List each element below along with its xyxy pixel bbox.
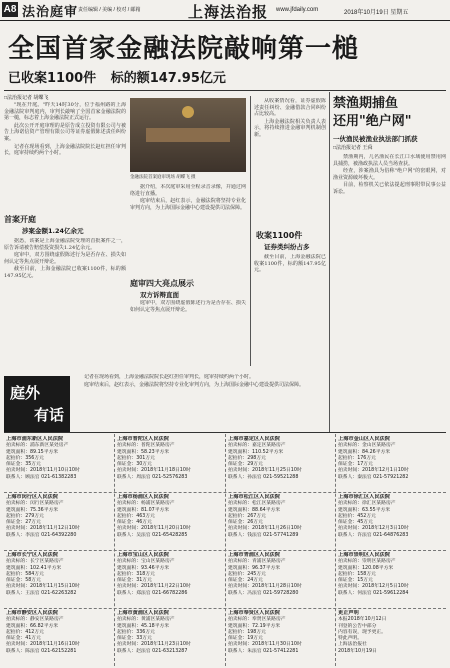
section-subheading-3: 证券类纠纷占多 <box>264 243 310 251</box>
paragraph: 庭审结束后，赵红表示，金融法院将坚持专业化审判方向，为上海国际金融中心建设提供司法保障。 <box>84 381 305 388</box>
court-notice-line: 起拍价：298万元 <box>228 455 266 461</box>
article-col-4 <box>130 300 246 366</box>
court-notice-line: 保证金：33万元 <box>117 636 152 642</box>
court-notice <box>338 436 444 490</box>
court-notice-title: 上海市浦东新区人民法院 <box>6 436 64 442</box>
court-notice-line: 起拍价：356万元 <box>6 455 44 461</box>
paragraph: 记者在现场看到，上海金融法院院长赵红担任审判长，庭审持续约两个小时。 <box>84 374 255 380</box>
court-notice-line: 联系人：钱法官 021-57741289 <box>228 532 299 538</box>
court-notice-line: 联系人：王法官 021-62263282 <box>6 590 77 596</box>
court-notice-line: 拍卖标的：普陀区某路房产 <box>117 443 175 449</box>
paragraph: "现在开庭。"昨天14时30分，位于福州路的上海金融法院审判庭内，审判长敲响了全国首家金融法院的第一槌，标志着上海金融法院正式运行。 <box>4 102 126 122</box>
court-notice-line: 拍卖时间：2018年11月26日10时 <box>228 526 302 532</box>
paragraph: 据悉，该案是上海金融法院受理的首批案件之一，原告诉请被告赔偿投资损失1.24亿余元。 <box>4 238 126 251</box>
court-notice-line: 本报2018年10月12日 <box>338 617 387 623</box>
court-notice-line: 建筑面积：110.52平方米 <box>228 449 284 455</box>
court-notice-line: 建筑面积：88.64平方米 <box>228 507 281 513</box>
court-notice-line: 联系人：何法官 021-59612284 <box>338 590 409 596</box>
court-notice-line: 拍卖时间：2018年11月12日10时 <box>6 526 80 532</box>
court-notice-line: 建筑面积：120.08平方米 <box>338 565 394 571</box>
court-notice <box>338 610 444 664</box>
paragraph: 据介绍，本次庭审采用全程录音录像，并通过网络进行直播。 <box>130 184 246 197</box>
court-notice-line: 拍卖时间：2018年12月1日10时 <box>338 468 409 474</box>
headline-rule <box>4 90 446 91</box>
court-notice <box>228 610 334 664</box>
column-label-2: 有话 <box>34 406 65 424</box>
court-notice-title: 上海市徐汇区人民法院 <box>338 494 390 500</box>
court-notice <box>6 610 112 664</box>
court-notice-line: 拍卖时间：2018年11月25日10时 <box>228 468 302 474</box>
court-notice <box>338 494 444 548</box>
court-notice-title: 上海市嘉定区人民法院 <box>228 436 280 442</box>
court-notice-line: 保证金：58万元 <box>6 578 41 584</box>
section-heading-2: 庭审四大亮点展示 <box>130 279 194 288</box>
grid-divider <box>4 492 446 493</box>
court-notice-line: 建筑面积：84.26平方米 <box>338 449 391 455</box>
page-number-badge: A8 <box>3 4 17 15</box>
court-notice-line: 起拍价：412万元 <box>6 629 44 635</box>
article-col-2 <box>4 238 126 370</box>
court-notice-line: 建筑面积：89.15平方米 <box>6 449 59 455</box>
main-subhead <box>8 67 236 86</box>
court-notice-line: 保证金：35万元 <box>6 462 41 468</box>
court-notice-line: 拍卖标的：嘉定区某路房产 <box>228 443 286 449</box>
judges-bench <box>146 128 230 142</box>
column-divider <box>250 96 251 366</box>
court-notice-line: 建筑面积：63.55平方米 <box>338 507 391 513</box>
paragraph: 截至目前，上海金融法院已收案1100件，标的额147.95亿元。 <box>4 266 126 279</box>
court-notice-line: 建筑面积：102.41平方米 <box>6 565 62 571</box>
article-continuation <box>74 374 326 432</box>
court-notice-line: 保证金：26万元 <box>228 520 263 526</box>
court-notice-title: 上海市闵行区人民法院 <box>6 494 58 500</box>
paragraph: 上海金融法院相关负责人表示，将持续推进金融审判机制创新。 <box>254 118 326 138</box>
court-notice-line: 内容有误，现予更正。 <box>338 629 386 635</box>
section-title: 法治庭审 <box>22 5 79 20</box>
article-col-3 <box>130 184 246 272</box>
court-notice-line: 拍卖标的：宝山区某路房产 <box>117 559 175 565</box>
court-notice-line: 建筑面积：81.07平方米 <box>117 507 170 513</box>
paragraph: 庭审中，双方围绕虚假陈述行为是否存在、损失如何认定等焦点展开辩论。 <box>4 252 126 265</box>
court-notice-line: 保证金：29万元 <box>228 462 263 468</box>
court-notice-line: 建筑面积：75.36平方米 <box>6 507 59 513</box>
court-notice-title: 上海市奉贤区人民法院 <box>228 610 280 616</box>
court-notice-title: 上海市崇明区人民法院 <box>338 552 390 558</box>
paragraph: 记者在现场看到，上海金融法院院长赵红担任审判长，庭审持续约两个小时。 <box>4 143 126 157</box>
right-story-body <box>333 154 446 430</box>
courtroom-photo <box>130 98 246 172</box>
court-notice-line: 建筑面积：93.46平方米 <box>117 565 170 571</box>
court-notice <box>228 436 334 490</box>
court-notice-line: 联系人：郑法官 021-66782286 <box>117 590 188 596</box>
court-notice-title: 上海市黄浦区人民法院 <box>117 610 169 616</box>
right-story-subhead: 一伙渔民被渔业执法部门抓获 <box>333 135 418 143</box>
paragraph: 从收案情况看，证券虚假陈述责任纠纷、金融借款合同纠纷占比较高。 <box>254 98 326 118</box>
court-notice-line: 拍卖时间：2018年11月30日10时 <box>228 642 302 648</box>
court-notice-line: 保证金：30万元 <box>117 462 152 468</box>
main-headline: 全国首家金融法院敲响第一槌 <box>8 34 360 64</box>
court-notice-line: 起拍价：301万元 <box>117 455 155 461</box>
court-notice-line: 联系人：顾法官 021-61382283 <box>6 474 77 480</box>
court-notice-line: 保证金：19万元 <box>228 636 263 642</box>
court-notice-line: 拍卖时间：2018年11月23日10时 <box>117 642 191 648</box>
court-notice-line: 联系人：许法官 021-64876283 <box>338 532 409 538</box>
court-notice-line: 保证金：17万元 <box>338 462 373 468</box>
court-notice-line: 拍卖时间：2018年12月5日10时 <box>338 584 409 590</box>
court-notice-line: 拍卖时间：2018年11月10日10时 <box>6 468 80 474</box>
court-notice-line: 起拍价：452万元 <box>338 513 376 519</box>
issue-date: 2018年10月19日 星期五 <box>344 10 409 16</box>
court-notice-grid <box>4 434 446 666</box>
article-col-6 <box>254 254 326 366</box>
newspaper-url: www.jfdaily.com <box>276 7 319 13</box>
court-notice-line: 起拍价：267万元 <box>228 513 266 519</box>
court-notice-line: 起拍价：279万元 <box>6 513 44 519</box>
grid-divider <box>4 550 446 551</box>
court-notice-line: 保证金：31万元 <box>117 578 152 584</box>
court-notice <box>6 436 112 490</box>
court-notice-line: 建筑面积：72.19平方米 <box>228 623 281 629</box>
court-notice-title: 更正声明 <box>338 610 359 616</box>
masthead <box>0 0 450 21</box>
court-notice <box>117 552 223 606</box>
paragraph: 经查，涉案渔具为俗称"绝户网"的密眼网，对渔业资源破坏极大。 <box>333 168 446 181</box>
court-notice-line: 联系人：周法官 021-52576283 <box>117 474 188 480</box>
subhead-cases: 已收案1100件 <box>8 71 97 86</box>
paragraph: 庭审中，双方围绕虚假陈述行为是否存在、损失如何认定等焦点展开辩论。 <box>130 300 246 313</box>
court-notice-line: 拍卖时间：2018年11月22日10时 <box>117 584 191 590</box>
court-notice-line: 起拍价：336万元 <box>117 629 155 635</box>
court-notice-title: 上海市长宁区人民法院 <box>6 552 58 558</box>
court-notice-line: 拍卖标的：浦东新区某处房产 <box>6 443 69 449</box>
section-subheading-1: 涉案金额1.24亿余元 <box>22 227 84 235</box>
court-notice-line: 建筑面积：58.23平方米 <box>117 449 170 455</box>
court-notice-title: 上海市杨浦区人民法院 <box>117 494 169 500</box>
court-notice <box>338 552 444 606</box>
court-notice-line: 建筑面积：66.82平方米 <box>6 623 59 629</box>
notice-rule <box>4 432 446 433</box>
court-notice-line: 拍卖标的：奉贤区某路房产 <box>228 617 286 623</box>
court-notice-line: 联系人：孙法官 021-59521288 <box>228 474 299 480</box>
court-notice-line: 拍卖时间：2018年11月15日10时 <box>6 584 80 590</box>
section-heading-3: 收案1100件 <box>256 231 303 240</box>
paragraph: 庭审结束后，赵红表示，金融法院将坚持专业化审判方向，为上海国际金融中心建设提供司法保障。 <box>130 198 246 211</box>
court-notice-line: 起拍价：463万元 <box>117 513 155 519</box>
court-notice-line: 拍卖标的：黄浦区某路房产 <box>117 617 175 623</box>
court-notice-line: 拍卖标的：杨浦区某路房产 <box>117 501 175 507</box>
court-notice-line: 联系人：吴法官 021-65428285 <box>117 532 188 538</box>
court-notice-line: 起拍价：158万元 <box>338 571 376 577</box>
photo-caption: 金融法院首案庭审现场 胡蝶飞 摄 <box>130 174 196 179</box>
column-logo-box <box>4 376 70 432</box>
court-notice-title: 上海市宝山区人民法院 <box>117 552 169 558</box>
court-notice-line: 上海法治报社 <box>338 642 367 648</box>
paragraph: 此次公开开庭审理的是原告成立投资有限公司与被告上海诺信资产管理有限公司等证券虚假陈述责任纠纷案。 <box>4 122 126 142</box>
court-notice-line: 拍卖时间：2018年11月28日10时 <box>228 584 302 590</box>
article-left-column <box>4 102 126 212</box>
court-notice-line: 建筑面积：45.18平方米 <box>117 623 170 629</box>
court-notice-line: 刊登的公告中部分 <box>338 623 377 629</box>
court-notice-line: 拍卖时间：2018年11月20日10时 <box>117 526 191 532</box>
court-emblem-icon <box>182 106 194 118</box>
court-notice-line: 拍卖标的：长宁区某路房产 <box>6 559 64 565</box>
court-notice-line: 保证金：24万元 <box>228 578 263 584</box>
court-notice <box>117 494 223 548</box>
newspaper-logo: 上海法治报 <box>188 3 269 21</box>
court-notice-line: 拍卖时间：2018年11月18日10时 <box>117 468 191 474</box>
paragraph: 禁渔期内，几名渔民在长江口水域使用禁用网具捕捞，被渔政执法人员当场查获。 <box>333 154 446 167</box>
grid-divider <box>4 608 446 609</box>
editor-info: 责任编辑 / 美编 / 校对 / 邮箱 <box>78 7 141 13</box>
court-notice-line: 特此声明。 <box>338 636 362 642</box>
subhead-amount: 标的额147.95亿元 <box>110 71 226 86</box>
paragraph: 目前，检察机关已依法提起刑事附带民事公益诉讼。 <box>333 182 446 195</box>
court-notice-line: 拍卖时间：2018年11月16日10时 <box>6 642 80 648</box>
court-notice-line: 拍卖标的：松江区某路房产 <box>228 501 286 507</box>
right-story-headline: 禁渔期捕鱼 还用"绝户网" <box>333 96 412 129</box>
court-notice <box>6 552 112 606</box>
court-notice <box>228 494 334 548</box>
court-notice-line: 保证金：15万元 <box>338 578 373 584</box>
court-notice-title: 上海市松江区人民法院 <box>228 494 280 500</box>
court-notice-line: 保证金：27万元 <box>6 520 41 526</box>
court-notice <box>117 610 223 664</box>
court-notice-line: 联系人：冯法官 021-59728280 <box>228 590 299 596</box>
byline: □法治报记者 胡蝶飞 <box>4 95 49 101</box>
column-label-1: 庭外 <box>10 384 41 402</box>
court-notice-line: 拍卖标的：金山区某路房产 <box>338 443 396 449</box>
court-notice-line: 联系人：朱法官 021-57412281 <box>228 648 299 654</box>
section-subheading-2: 双方诉辩直面 <box>140 291 179 299</box>
court-notice-line: 拍卖标的：青浦区某路房产 <box>228 559 286 565</box>
article-col-5 <box>254 98 326 226</box>
court-notice-title: 上海市金山区人民法院 <box>338 436 390 442</box>
court-notice-title: 上海市静安区人民法院 <box>6 610 58 616</box>
court-notice-line: 联系人：赵法官 021-63213287 <box>117 648 188 654</box>
court-notice-line: 联系人：陈法官 021-62152281 <box>6 648 77 654</box>
court-notice-line: 拍卖标的：静安区某路房产 <box>6 617 64 623</box>
court-notice-line: 保证金：46万元 <box>117 520 152 526</box>
court-notice-title: 上海市青浦区人民法院 <box>228 552 280 558</box>
court-notice-line: 起拍价：318万元 <box>117 571 155 577</box>
court-notice-line: 联系人：李法官 021-64392280 <box>6 532 77 538</box>
court-notice-line: 拍卖时间：2018年12月3日10时 <box>338 526 409 532</box>
court-notice <box>228 552 334 606</box>
court-notice-line: 联系人：秦法官 021-57921282 <box>338 474 409 480</box>
court-notice-line: 起拍价：176万元 <box>338 455 376 461</box>
court-notice-line: 起拍价：198万元 <box>228 629 266 635</box>
court-notice-line: 起拍价：245万元 <box>228 571 266 577</box>
court-notice-line: 拍卖标的：闵行区某路房产 <box>6 501 64 507</box>
right-story-byline: □法治报记者 王舜 <box>333 145 373 151</box>
court-notice-line: 2018年10月19日 <box>338 648 377 654</box>
court-notice-line: 保证金：41万元 <box>6 636 41 642</box>
court-notice-title: 上海市普陀区人民法院 <box>117 436 169 442</box>
court-notice-line: 拍卖标的：崇明区某路房产 <box>338 559 396 565</box>
court-notice-line: 起拍价：584万元 <box>6 571 44 577</box>
column-divider <box>329 92 330 432</box>
court-notice-line: 保证金：45万元 <box>338 520 373 526</box>
section-heading-1: 首案开庭 <box>4 215 36 224</box>
court-notice-line: 建筑面积：96.37平方米 <box>228 565 281 571</box>
paragraph: 截至目前，上海金融法院已收案1100件，标的额147.95亿元。 <box>254 254 326 274</box>
court-notice-line: 拍卖标的：徐汇区某路房产 <box>338 501 396 507</box>
court-notice <box>6 494 112 548</box>
court-notice <box>117 436 223 490</box>
